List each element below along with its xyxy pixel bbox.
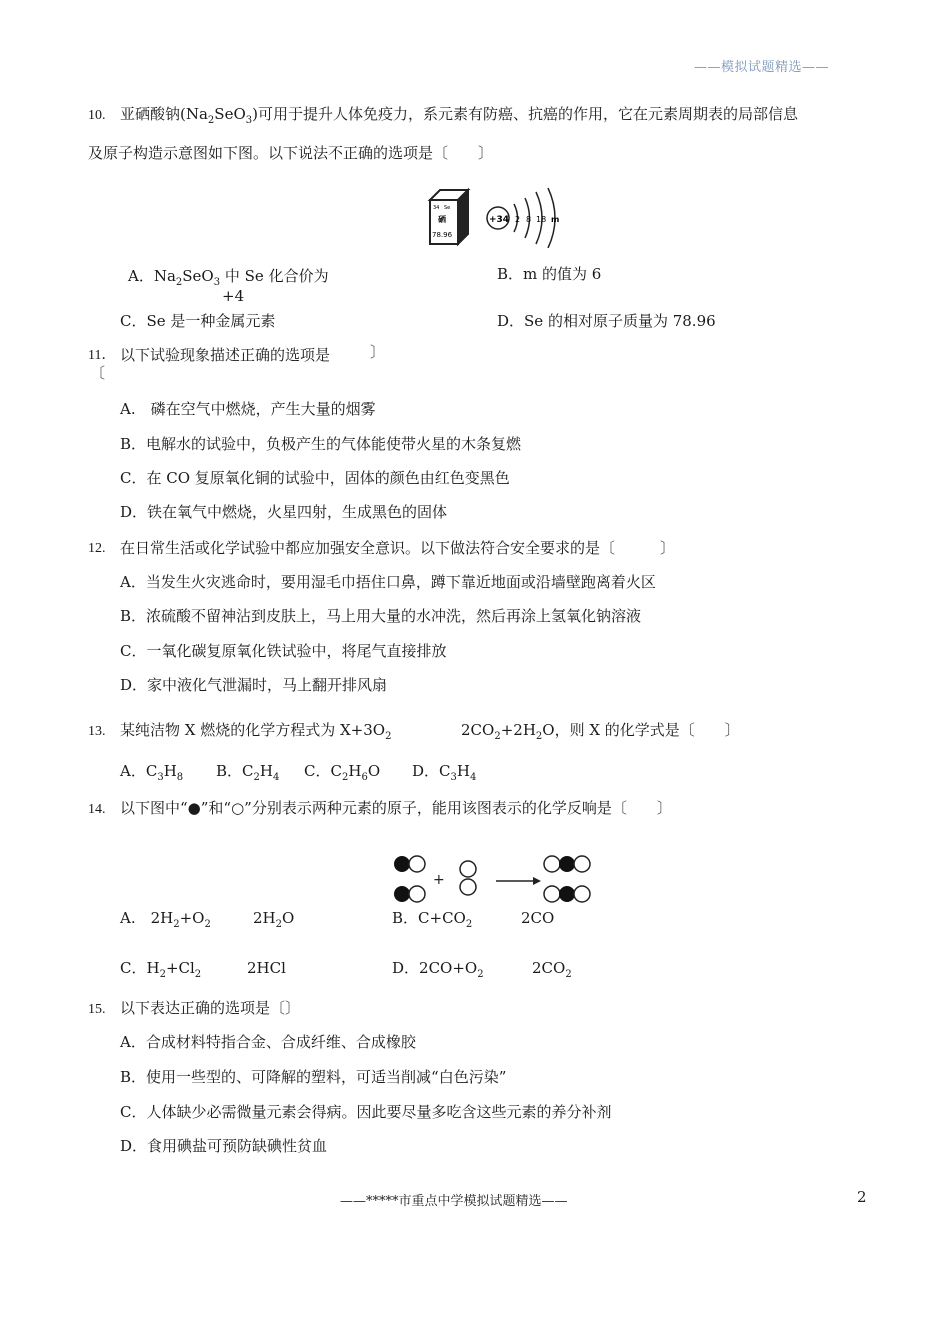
q11-option-a[interactable]: A. 磷在空气中燃烧，产生大量的烟雾 xyxy=(120,400,376,418)
q12-option-a[interactable]: A．当发生火灾逃命时，要用湿毛巾捂住口鼻，蹲下靠近地面或沿墙壁跑离着火区 xyxy=(120,573,656,591)
q11-option-b[interactable]: B．电解水的试验中，负极产生的气体能使带火星的木条复燃 xyxy=(120,435,522,453)
q15-number: 15. xyxy=(88,1002,106,1017)
q14-option-b-product: 2CO xyxy=(521,909,555,927)
q15-option-b[interactable]: B．使用一些型的、可降解的塑料，可适当削减“白色污染” xyxy=(120,1068,507,1086)
q13-option-c[interactable]: C．$C_2H_6O$ xyxy=(304,762,381,783)
element-mass: 78.96 xyxy=(432,231,453,239)
q13-option-d[interactable]: D．$C_3H_4$ xyxy=(412,762,477,783)
q14-option-c[interactable]: C．$H_2+Cl_2$ xyxy=(120,959,202,980)
q14-number: 14. xyxy=(88,802,106,817)
q15-option-d[interactable]: D．食用碘盐可预防缺碘性贫血 xyxy=(120,1137,328,1155)
q10-option-a[interactable]: A．$Na_2SeO_3$ 中 Se 化合价为 xyxy=(128,267,329,288)
atom-shell-2: 8 xyxy=(526,215,532,224)
q13-number: 13. xyxy=(88,724,106,739)
q10-option-b[interactable]: B．m 的值为 6 xyxy=(497,265,602,283)
element-number: 34 xyxy=(433,205,440,211)
q15-stem: 以下表达正确的选项是〔〕 xyxy=(120,999,301,1017)
q11-paren-open: 〔 xyxy=(90,364,106,382)
q10-number: 10. xyxy=(88,108,106,123)
q12-option-b[interactable]: B．浓硫酸不留神沾到皮肤上，马上用大量的水冲洗，然后再涂上氢氧化钠溶液 xyxy=(120,607,642,625)
element-symbol: Se xyxy=(444,205,451,211)
q10-option-c[interactable]: C．Se 是一种金属元素 xyxy=(120,312,276,330)
q14-option-a-product: $2H_2O$ xyxy=(253,909,295,930)
product-molecules xyxy=(544,856,590,902)
q10-stem-line2: 及原子构造示意图如下图。以下说法不正确的选项是〔 〕 xyxy=(88,144,494,162)
q10-stem-line1: 亚硒酸钠$(Na_2SeO_3)$可用于提升人体免疫力，系元素有防癌、抗癌的作用，它在元素周期表的局部信息 xyxy=(120,105,798,126)
q11-stem: 以下试验现象描述正确的选项是 xyxy=(120,346,331,364)
q12-option-d[interactable]: D．家中液化气泄漏时，马上翻开排风扇 xyxy=(120,676,388,694)
q14-option-c-product: 2HCl xyxy=(247,959,286,977)
q10-figure xyxy=(424,182,574,248)
page-footer: ——*****市重点中学模拟试题精选—— xyxy=(340,1194,568,1209)
q13-stem-left: 某纯洁物 X 燃烧的化学方程式为 $X+3O_2$ xyxy=(120,721,392,742)
q10-option-d[interactable]: D．Se 的相对原子质量为 78.96 xyxy=(497,312,716,330)
q11-paren-close: 〕 xyxy=(370,343,386,361)
q14-option-d-product: $2CO_2$ xyxy=(532,959,572,980)
q11-number: 11． xyxy=(88,348,116,363)
q12-stem: 在日常生活或化学试验中都应加强安全意识。以下做法符合安全要求的是〔 〕 xyxy=(120,539,676,557)
page-header: ——模拟试题精选—— xyxy=(694,60,830,75)
page-number: 2 xyxy=(857,1188,867,1206)
q14-reaction-diagram xyxy=(388,850,598,910)
q15-option-c[interactable]: C．人体缺少必需微量元素会得病。因此要尽量多吃含这些元素的养分补剂 xyxy=(120,1103,612,1121)
arrow-icon xyxy=(496,877,541,885)
q15-option-a[interactable]: A．合成材料特指合金、合成纤维、合成橡胶 xyxy=(120,1033,416,1051)
q11-option-d[interactable]: D．铁在氧气中燃烧，火星四射，生成黑色的固体 xyxy=(120,503,448,521)
q13-option-b[interactable]: B．$C_2H_4$ xyxy=(216,762,280,783)
atom-diagram xyxy=(487,188,559,248)
atom-shell-4: m xyxy=(551,215,560,224)
q14-stem: 以下图中“●”和“○”分别表示两种元素的原子，能用该图表示的化学反响是〔 〕 xyxy=(120,799,672,817)
element-name: 硒 xyxy=(438,215,446,224)
q11-option-c[interactable]: C．在 CO 复原氧化铜的试验中，固体的颜色由红色变黑色 xyxy=(120,469,510,487)
q13-stem-right: $2CO_2+2H_2O$，则 X 的化学式是〔 〕 xyxy=(461,721,740,742)
reactant-molecules xyxy=(394,856,425,902)
atom-nucleus: +34 xyxy=(489,215,510,225)
atom-shell-3: 18 xyxy=(536,215,547,224)
q12-number: 12. xyxy=(88,541,106,556)
q14-option-a[interactable]: A. $2H_2+O_2$ xyxy=(120,909,211,930)
q14-option-d[interactable]: D．$2CO+O_2$ xyxy=(392,959,484,980)
element-cell xyxy=(430,190,468,244)
q14-option-b[interactable]: B．$C+CO_2$ xyxy=(392,909,473,930)
plus-sign-icon: + xyxy=(433,872,445,888)
atom-shell-1: 2 xyxy=(515,215,521,224)
second-reactant-molecule xyxy=(460,861,476,895)
q10-option-a-value: +4 xyxy=(222,287,245,305)
q13-option-a[interactable]: A．$C_3H_8$ xyxy=(120,762,184,783)
q12-option-c[interactable]: C．一氧化碳复原氧化铁试验中，将尾气直接排放 xyxy=(120,642,447,660)
